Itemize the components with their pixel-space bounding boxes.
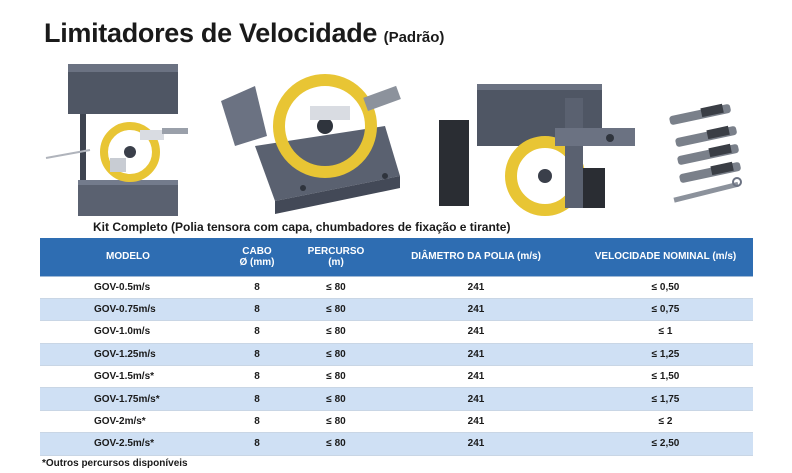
cell-diametro: 241	[374, 366, 578, 388]
header-cabo-line2: Ø (mm)	[239, 256, 275, 268]
table-header-row	[40, 238, 753, 276]
table-row	[40, 388, 753, 410]
cell-percurso: ≤ 80	[298, 366, 374, 388]
cell-modelo: GOV-1.0m/s	[40, 321, 216, 343]
table-row	[40, 410, 753, 432]
cell-velocidade: ≤ 1,75	[578, 388, 753, 410]
cell-diametro: 241	[374, 433, 578, 455]
cell-cabo: 8	[216, 388, 298, 410]
cell-diametro: 241	[374, 276, 578, 298]
header-percurso	[298, 238, 374, 276]
table-row	[40, 343, 753, 365]
table-row	[40, 366, 753, 388]
tension-pulley-photo	[215, 66, 415, 216]
cell-percurso: ≤ 80	[298, 321, 374, 343]
cell-diametro: 241	[374, 321, 578, 343]
page-title	[44, 18, 444, 49]
cell-cabo: 8	[216, 298, 298, 320]
cell-velocidade: ≤ 1,25	[578, 343, 753, 365]
header-percurso-line1: PERCURSO	[307, 245, 365, 257]
cell-percurso: ≤ 80	[298, 388, 374, 410]
cell-velocidade: ≤ 0,50	[578, 276, 753, 298]
title-suffix: (Padrão)	[383, 29, 445, 46]
cell-percurso: ≤ 80	[298, 410, 374, 432]
cell-diametro: 241	[374, 298, 578, 320]
cell-velocidade: ≤ 2	[578, 410, 753, 432]
table-row	[40, 298, 753, 320]
anchor-bolts-photo	[665, 92, 750, 204]
cell-velocidade: ≤ 1,50	[578, 366, 753, 388]
cell-cabo: 8	[216, 366, 298, 388]
cell-velocidade: ≤ 1	[578, 321, 753, 343]
cell-velocidade: ≤ 2,50	[578, 433, 753, 455]
footnote: *Outros percursos disponíveis	[42, 458, 188, 469]
header-modelo: MODELO	[40, 238, 216, 276]
speed-governor-photo	[40, 60, 200, 220]
cell-percurso: ≤ 80	[298, 343, 374, 365]
table-row	[40, 276, 753, 298]
cell-modelo: GOV-1.5m/s*	[40, 366, 216, 388]
header-diametro: DIÂMETRO DA POLIA (m/s)	[374, 238, 578, 276]
cell-cabo: 8	[216, 343, 298, 365]
table-row	[40, 433, 753, 455]
header-percurso-line2: (m)	[328, 256, 344, 268]
table-row	[40, 321, 753, 343]
title-main: Limitadores de Velocidade	[44, 18, 378, 48]
cell-modelo: GOV-2m/s*	[40, 410, 216, 432]
cell-diametro: 241	[374, 410, 578, 432]
cell-cabo: 8	[216, 410, 298, 432]
cell-percurso: ≤ 80	[298, 298, 374, 320]
cell-diametro: 241	[374, 388, 578, 410]
cell-modelo: GOV-0.75m/s	[40, 298, 216, 320]
header-velocidade: VELOCIDADE NOMINAL (m/s)	[578, 238, 753, 276]
cell-percurso: ≤ 80	[298, 433, 374, 455]
cell-modelo: GOV-1.75m/s*	[40, 388, 216, 410]
kit-caption: Kit Completo (Polia tensora com capa, chumbadores de fixação e tirante)	[93, 220, 511, 234]
cell-modelo: GOV-0.5m/s	[40, 276, 216, 298]
header-cabo	[216, 238, 298, 276]
cell-cabo: 8	[216, 433, 298, 455]
cell-cabo: 8	[216, 276, 298, 298]
governor-side-photo	[435, 68, 660, 218]
cell-percurso: ≤ 80	[298, 276, 374, 298]
cell-modelo: GOV-1.25m/s	[40, 343, 216, 365]
cell-diametro: 241	[374, 343, 578, 365]
specifications-table	[40, 238, 753, 456]
cell-cabo: 8	[216, 321, 298, 343]
cell-velocidade: ≤ 0,75	[578, 298, 753, 320]
header-cabo-line1: CABO	[242, 245, 272, 257]
cell-modelo: GOV-2.5m/s*	[40, 433, 216, 455]
